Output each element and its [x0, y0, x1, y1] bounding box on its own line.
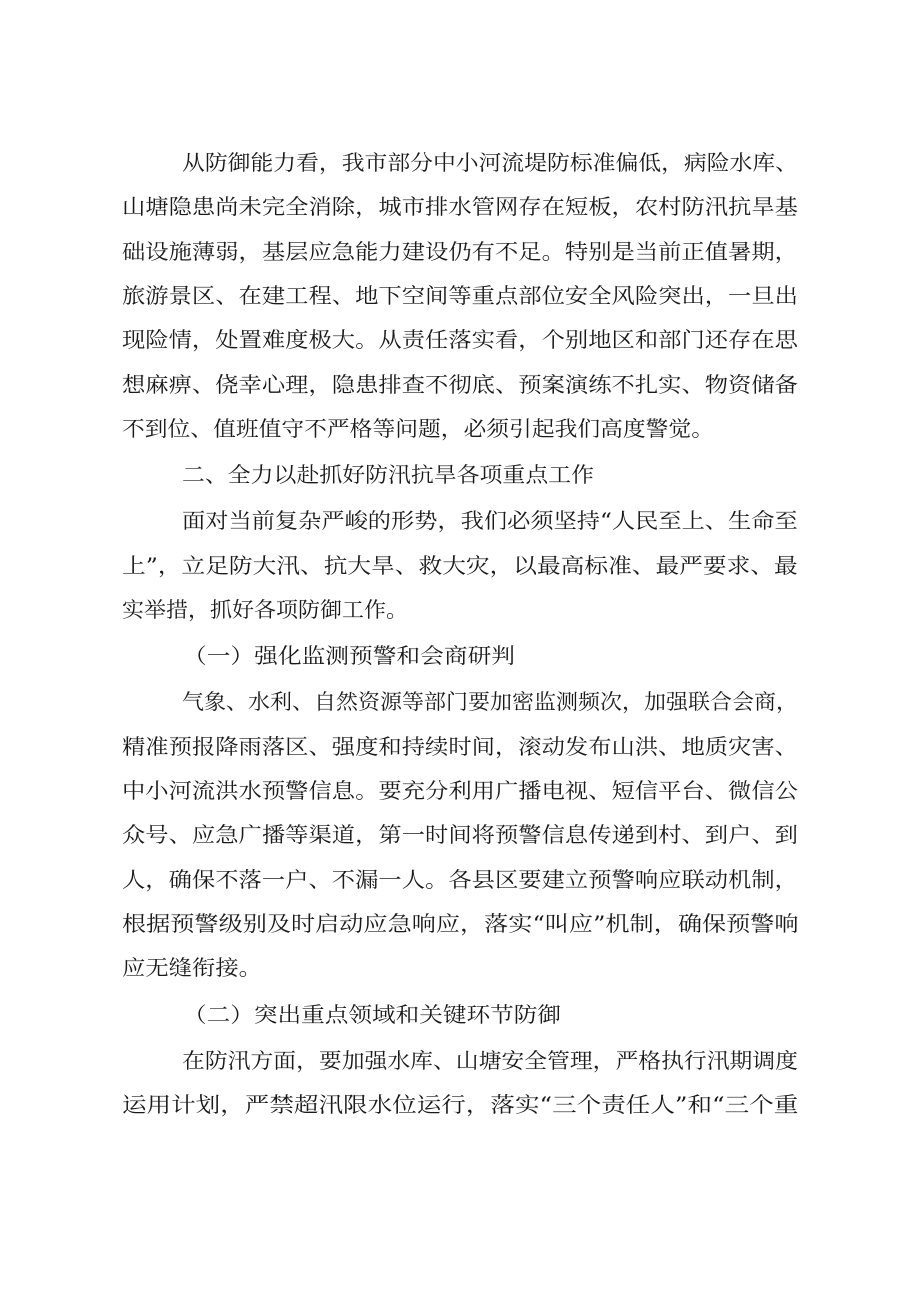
paragraph-line: 众号、应急广播等渠道，第一时间将预警信息传递到村、到户、到: [122, 823, 798, 847]
paragraph-line: 应无缝衔接。: [122, 956, 262, 980]
paragraph-line: 山塘隐患尚未完全消除，城市排水管网存在短板，农村防汛抗旱基: [122, 195, 798, 219]
paragraph-line: 上”，立足防大汛、抗大旱、救大灾，以最高标准、最严要求、最: [122, 554, 798, 578]
section-heading: 二、全力以赴抓好防汛抗旱各项重点工作: [182, 463, 594, 487]
paragraph-line: 旅游景区、在建工程、地下空间等重点部位安全风险突出，一旦出: [122, 284, 798, 308]
paragraph-line: 想麻痹、侥幸心理，隐患排查不彻底、预案演练不扎实、物资储备: [122, 373, 798, 397]
paragraph-line: 础设施薄弱，基层应急能力建设仍有不足。特别是当前正值暑期，: [122, 240, 798, 264]
paragraph-line: 气象、水利、自然资源等部门要加密监测频次，加强联合会商，: [182, 690, 798, 714]
paragraph-line: 实举措，抓好各项防御工作。: [122, 598, 408, 622]
paragraph-line: 中小河流洪水预警信息。要充分利用广播电视、短信平台、微信公: [122, 779, 798, 803]
paragraph-line: 精准预报降雨落区、强度和持续时间，滚动发布山洪、地质灾害、: [122, 735, 798, 759]
paragraph-line: 不到位、值班值守不严格等问题，必须引起我们高度警觉。: [122, 417, 714, 441]
paragraph-line: 在防汛方面，要加强水库、山塘安全管理，严格执行汛期调度: [182, 1049, 798, 1073]
paragraph-line: 现险情，处置难度极大。从责任落实看，个别地区和部门还存在思: [122, 328, 798, 352]
paragraph-line: 面对当前复杂严峻的形势，我们必须坚持“人民至上、生命至: [182, 509, 798, 533]
paragraph-line: 人，确保不落一户、不漏一人。各县区要建立预警响应联动机制，: [122, 868, 798, 892]
paragraph-line: 根据预警级别及时启动应急响应，落实“叫应”机制，确保预警响: [122, 912, 799, 936]
subheading: （二）突出重点领域和关键环节防御: [183, 1003, 561, 1027]
paragraph-line: 从防御能力看，我市部分中小河流堤防标准偏低，病险水库、: [182, 151, 798, 175]
paragraph-line: 运用计划，严禁超汛限水位运行，落实“三个责任人”和“三个重: [122, 1093, 799, 1117]
subheading: （一）强化监测预警和会商研判: [183, 644, 516, 668]
